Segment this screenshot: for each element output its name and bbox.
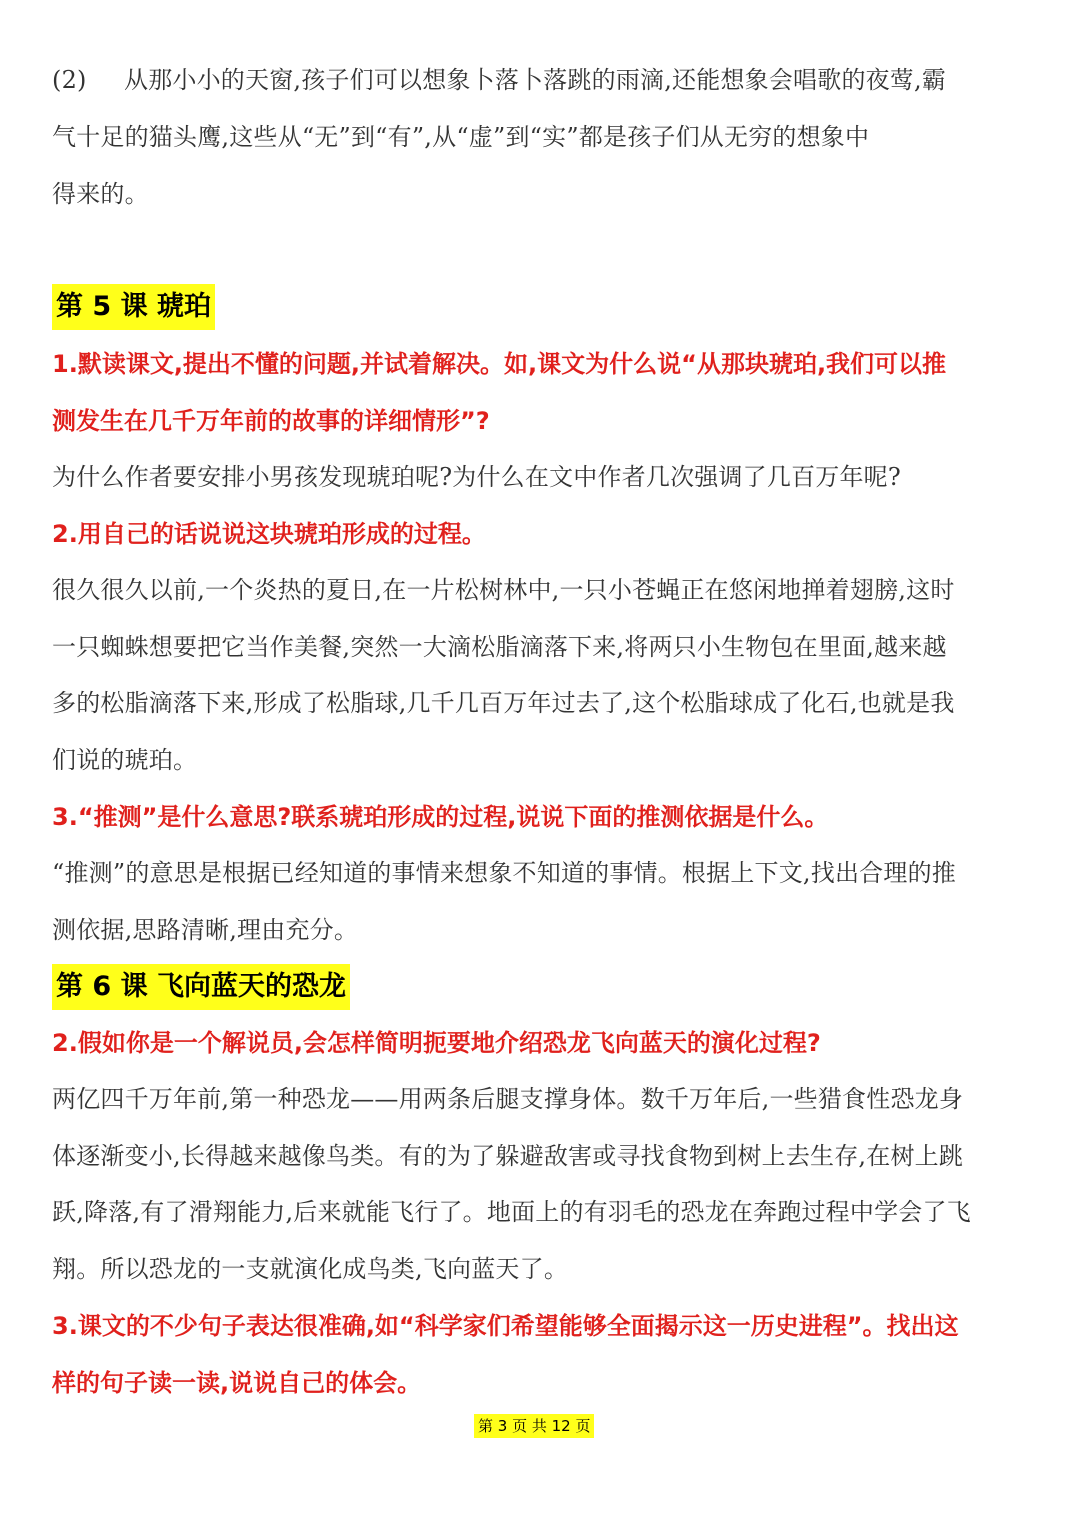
lesson5-a2-line-4: 们说的琥珀。 (52, 746, 198, 774)
lesson6-q3-line-2: 样的句子读一读,说说自己的体会。 (52, 1369, 422, 1397)
lesson5-a2-line-1: 很久很久以前,一个炎热的夏日,在一片松树林中,一只小苍蝇正在悠闲地掸着翅膀,这时 (52, 576, 955, 604)
intro-label: (2) (52, 66, 87, 94)
lesson5-a1-line-1: 为什么作者要安排小男孩发现琥珀呢?为什么在文中作者几次强调了几百万年呢? (52, 463, 901, 491)
lesson5-a2-line-3: 多的松脂滴落下来,形成了松脂球,几千几百万年过去了,这个松脂球成了化石,也就是我 (52, 689, 955, 717)
lesson6-a2-line-4: 翔。所以恐龙的一支就演化成鸟类,飞向蓝天了。 (52, 1255, 569, 1283)
lesson5-q1-line-2: 测发生在几千万年前的故事的详细情形”? (52, 407, 490, 435)
lesson5-a3-line-2: 测依据,思路清晰,理由充分。 (52, 916, 359, 944)
lesson5-q3-line-1: 3.“推测”是什么意思?联系琥珀形成的过程,说说下面的推测依据是什么。 (52, 803, 829, 831)
lesson5-a2-line-2: 一只蜘蛛想要把它当作美餐,突然一大滴松脂滴落下来,将两只小生物包在里面,越来越 (52, 633, 947, 661)
lesson6-a2-line-2: 体逐渐变小,长得越来越像鸟类。有的为了躲避敌害或寻找食物到树上去生存,在树上跳 (52, 1142, 964, 1170)
intro-line-3: 得来的。 (52, 180, 149, 208)
lesson6-q2-line-1: 2.假如你是一个解说员,会怎样简明扼要地介绍恐龙飞向蓝天的演化过程? (52, 1029, 821, 1057)
lesson5-a3-line-1: “推测”的意思是根据已经知道的事情来想象不知道的事情。根据上下文,找出合理的推 (52, 859, 956, 887)
lesson6-a2-line-1: 两亿四千万年前,第一种恐龙——用两条后腿支撑身体。数千万年后,一些猎食性恐龙身 (52, 1085, 964, 1113)
lesson5-q1-line-1: 1.默读课文,提出不懂的问题,并试着解决。如,课文为什么说“从那块琥珀,我们可以推 (52, 350, 947, 378)
lesson6-heading: 第 6 课 飞向蓝天的恐龙 (52, 964, 350, 1010)
lesson6-q3-line-1: 3.课文的不少句子表达很准确,如“科学家们希望能够全面揭示这一历史进程”。找出这 (52, 1312, 959, 1340)
lesson5-q2-line-1: 2.用自己的话说说这块琥珀形成的过程。 (52, 520, 486, 548)
page-number-footer: 第 3 页 共 12 页 (474, 1414, 594, 1438)
lesson6-a2-line-3: 跃,降落,有了滑翔能力,后来就能飞行了。地面上的有羽毛的恐龙在奔跑过程中学会了飞 (52, 1198, 971, 1226)
lesson5-heading: 第 5 课 琥珀 (52, 284, 215, 330)
intro-line-1: (2) 从那小小的天窗,孩子们可以想象卜落卜落跳的雨滴,还能想象会唱歌的夜莺,霸 (52, 52, 1032, 109)
intro-line-2: 气十足的猫头鹰,这些从“无”到“有”,从“虚”到“实”都是孩子们从无穷的想象中 (52, 123, 870, 151)
